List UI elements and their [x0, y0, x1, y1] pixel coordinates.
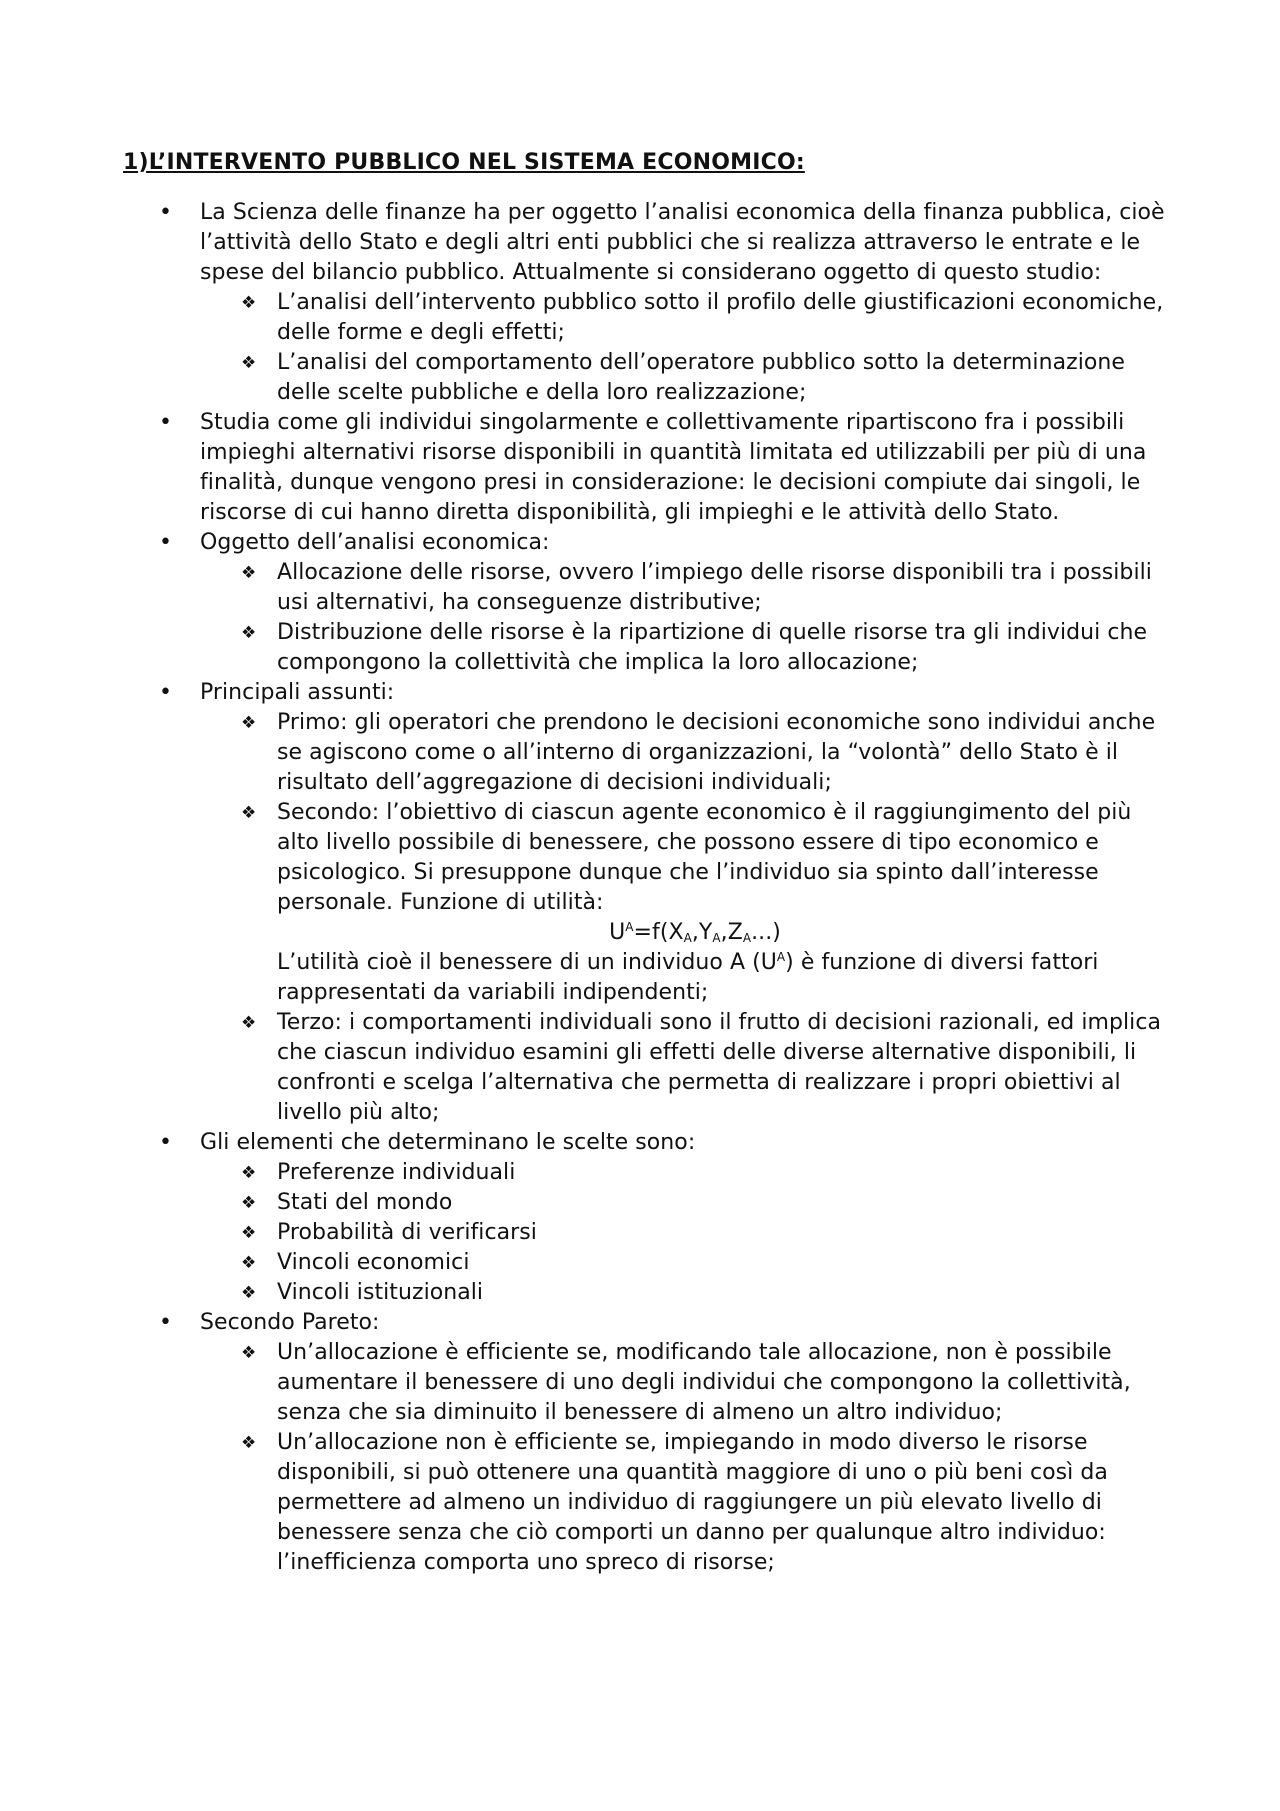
diamond-icon: ❖ — [241, 623, 257, 643]
content — [123, 198, 1173, 1578]
sub-item — [200, 348, 1173, 408]
sub-item — [200, 618, 1173, 678]
sub-text: Secondo: l’obiettivo di ciascun agente economico è il raggiungimento del più alto livello possibile di benessere, che possono essere di tipo economico e psicologico. Si presuppone dunque che l’individuo sia spinto dall’interesse personale. Funzione di utilità: — [277, 800, 1132, 915]
bullet-item — [123, 1128, 1173, 1308]
sub-list — [200, 708, 1173, 1128]
bullet-item — [123, 678, 1173, 1128]
bullet-icon: • — [159, 410, 173, 435]
sub-item — [200, 1248, 1173, 1278]
sub-text: Vincoli economici — [277, 1250, 470, 1275]
diamond-icon: ❖ — [241, 1283, 257, 1303]
sub-item — [200, 1278, 1173, 1308]
bullet-text: Gli elementi che determinano le scelte sono: — [200, 1130, 696, 1155]
bullet-icon: • — [159, 1310, 173, 1335]
diamond-icon: ❖ — [241, 1343, 257, 1363]
sub-text: Allocazione delle risorse, ovvero l’impiego delle risorse disponibili tra i possibili usi alternativi, ha conseguenze distributive; — [277, 560, 1152, 615]
bullet-icon: • — [159, 680, 173, 705]
diamond-icon: ❖ — [241, 1223, 257, 1243]
sub-item — [200, 1008, 1173, 1128]
sub-text: L’analisi del comportamento dell’operatore pubblico sotto la determinazione delle scelte pubbliche e della loro realizzazione; — [277, 350, 1125, 405]
diamond-icon: ❖ — [241, 1013, 257, 1033]
bullet-icon: • — [159, 200, 173, 225]
bullet-item — [123, 1308, 1173, 1578]
sub-text: Probabilità di verificarsi — [277, 1220, 537, 1245]
sub-item — [200, 708, 1173, 798]
bullet-list — [123, 198, 1173, 1578]
diamond-icon: ❖ — [241, 563, 257, 583]
sub-text: Vincoli istituzionali — [277, 1280, 484, 1305]
bullet-item — [123, 198, 1173, 408]
diamond-icon: ❖ — [241, 803, 257, 823]
bullet-text: Secondo Pareto: — [200, 1310, 380, 1335]
diamond-icon: ❖ — [241, 1193, 257, 1213]
sub-text: Primo: gli operatori che prendono le decisioni economiche sono individui anche se agiscono come o all’interno di organizzazioni, la “volontà” dello Stato è il risultato dell’aggregazione di decisioni individuali; — [277, 710, 1156, 795]
diamond-icon: ❖ — [241, 713, 257, 733]
sub-item — [200, 558, 1173, 618]
bullet-text: Studia come gli individui singolarmente e collettivamente ripartiscono fra i possibili impieghi alternativi risorse disponibili in quantità limitata ed utilizzabili per più di una finalità, dunque vengono presi in considerazione: le decisioni compiute dai singoli, le riscorse di cui hanno diretta disponibilità, gli impieghi e le attività dello Stato. — [200, 410, 1147, 525]
sub-item — [200, 1158, 1173, 1188]
sub-text: Un’allocazione non è efficiente se, impiegando in modo diverso le risorse disponibili, si può ottenere una quantità maggiore di uno o più beni così da permettere ad almeno un individuo di raggiungere un più elevato livello di benessere senza che ciò comporti un danno per qualunque altro individuo: l’inefficienza comporta uno spreco di risorse; — [277, 1430, 1108, 1575]
diamond-icon: ❖ — [241, 353, 257, 373]
bullet-text: La Scienza delle finanze ha per oggetto l’analisi economica della finanza pubblica, cioè l’attività dello Stato e degli altri enti pubblici che si realizza attraverso le entrate e le spese del bilancio pubblico. Attualmente si considerano oggetto di questo studio: — [200, 200, 1165, 285]
sub-text: Stati del mondo — [277, 1190, 453, 1215]
sub-list — [200, 1338, 1173, 1578]
bullet-item — [123, 408, 1173, 528]
diamond-icon: ❖ — [241, 1163, 257, 1183]
section-heading: 1)L’INTERVENTO PUBBLICO NEL SISTEMA ECONOMICO: — [123, 150, 805, 175]
sub-text: Distribuzione delle risorse è la ripartizione di quelle risorse tra gli individui che compongono la collettività che implica la loro allocazione; — [277, 620, 1148, 675]
sub-list — [200, 288, 1173, 408]
diamond-icon: ❖ — [241, 1433, 257, 1453]
sub-item — [200, 1188, 1173, 1218]
sub-list — [200, 1158, 1173, 1308]
bullet-icon: • — [159, 530, 173, 555]
sub-item — [200, 288, 1173, 348]
bullet-text: Principali assunti: — [200, 680, 395, 705]
diamond-icon: ❖ — [241, 1253, 257, 1273]
utility-formula: $U^A=f(X_A,Y_A,Z_A...)$ — [609, 920, 781, 945]
bullet-item — [123, 528, 1173, 678]
diamond-icon: ❖ — [241, 293, 257, 313]
bullet-text: Oggetto dell’analisi economica: — [200, 530, 550, 555]
sub-text: Un’allocazione è efficiente se, modificando tale allocazione, non è possibile aumentare il benessere di uno degli individui che compongono la collettività, senza che sia diminuito il benessere di almeno un altro individuo; — [277, 1340, 1131, 1425]
sub-item — [200, 1428, 1173, 1578]
sub-list — [200, 558, 1173, 678]
sub-item — [200, 1338, 1173, 1428]
sub-text: L’analisi dell’intervento pubblico sotto il profilo delle giustificazioni economiche, delle forme e degli effetti; — [277, 290, 1164, 345]
utility-explanation: L’utilità cioè il benessere di un individuo A $(U^A)$ è funzione di diversi fattori rappresentati da variabili indipendenti; — [277, 950, 1099, 1005]
sub-item — [200, 798, 1173, 1008]
sub-item — [200, 1218, 1173, 1248]
bullet-icon: • — [159, 1130, 173, 1155]
sub-text: Terzo: i comportamenti individuali sono il frutto di decisioni razionali, ed implica che ciascun individuo esamini gli effetti delle diverse alternative disponibili, li confronti e scelga l’alternativa che permetta di realizzare i propri obiettivi al livello più alto; — [277, 1010, 1161, 1125]
sub-text: Preferenze individuali — [277, 1160, 516, 1185]
